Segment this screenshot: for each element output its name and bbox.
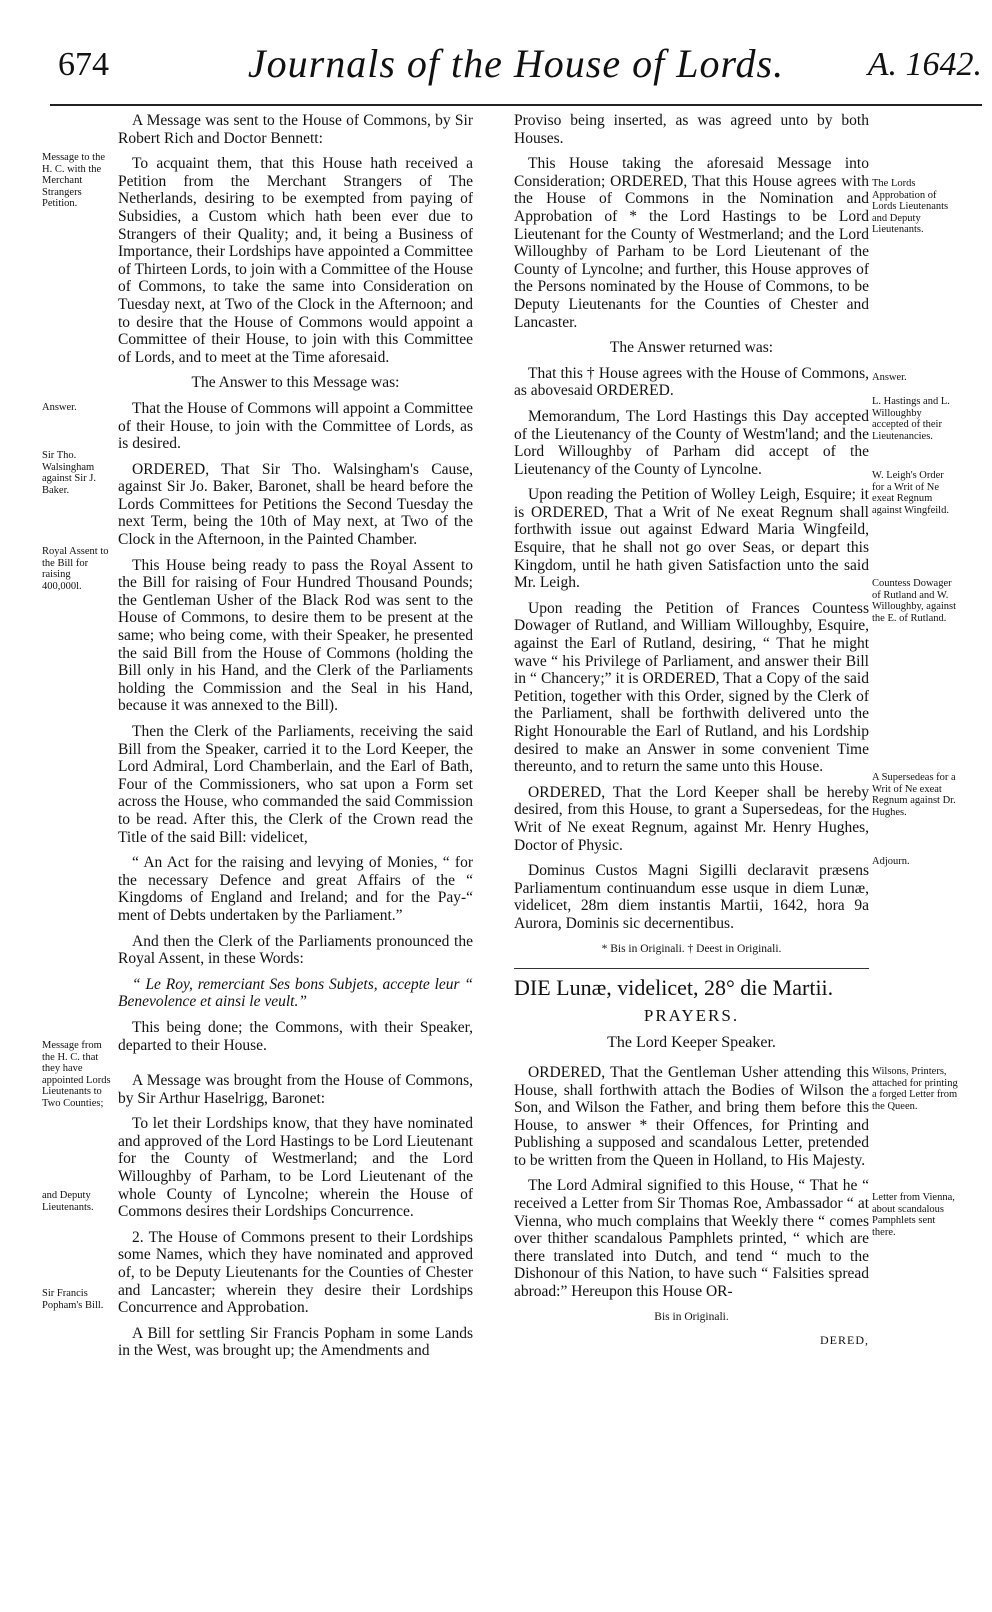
paragraph: The Lord Admiral signified to this House, “ That he “ received a Letter from Sir Thomas Roe, Ambassador “ at Vienna, who much complains that Weekly there “ comes over thither scandalous Pamphlets printed, “ which are there translated into Dutch, and tend “ much to the Dishonour of this Nation, to have such “ Falsities spread abroad:” Hereupon this House OR-: [514, 1177, 869, 1301]
paragraph: To let their Lordships know, that they have nominated and approved of the Lord Hastings to be Lord Lieutenant for the County of Westmerland; and the Lord Willoughby of Parham, to be Lord Lieutenant of the whole County of Lyncolne; wherein the House of Commons desires their Lordships Concurrence.: [118, 1115, 473, 1221]
year: A. 1642.: [867, 46, 982, 83]
margin-note: L. Hastings and L. Willoughby accepted of their Lieutenancies.: [872, 396, 950, 442]
paragraph: To acquaint them, that this House hath received a Petition from the Merchant Strangers of The Netherlands, desiring to be exempted from paying of Subsidies, a Custom which hath been ever due to Strangers of their Quality; and, it being a Business of Importance, their Lordships have appointed a Committee of Thirteen Lords, to join with a Committee of the House of Commons, to take the same into Consideration on Tuesday next, at Two of the Clock in the Afternoon; and to desire that the House of Commons would appoint a Committee of their House, to join with this Committee of Lords, and to meet at the Time aforesaid.: [118, 155, 473, 366]
margin-note: W. Leigh's Order for a Writ of Ne exeat Regnum against Wingfeild.: [872, 470, 949, 516]
paragraph: And then the Clerk of the Parliaments pronounced the Royal Assent, in these Words:: [118, 932, 473, 968]
margin-note: The Lords Approbation of Lords Lieutenants and Deputy Lieutenants.: [872, 178, 949, 235]
paragraph: That the House of Commons will appoint a Committee of their House, to join with the Committee of Lords, as is desired.: [118, 399, 473, 453]
margin-note: Answer.: [42, 402, 77, 413]
left-column: [118, 112, 473, 1368]
margin-note: Royal Assent to the Bill for raising 400,000l.: [42, 546, 109, 592]
paragraph: Upon reading the Petition of Frances Countess Dowager of Rutland, and William Willoughby, Esquire, against the Earl of Rutland, desiring, “ That he might wave “ his Privilege of Parliament, and answer their Bill in “ Chancery;” it is ORDERED, That a Copy of the said Petition, together with this Order, signed by the Clerk of the Parliament, shall be forthwith delivered unto the Right Honourable the Earl of Rutland, and his Lordship desired to make an Answer in some convenient Time thereunto, and to return the same unto this House.: [514, 599, 869, 776]
speaker-line: The Lord Keeper Speaker.: [607, 1034, 776, 1052]
paragraph: That this † House agrees with the House of Commons, as abovesaid ORDERED.: [514, 364, 869, 400]
paragraph: A Bill for settling Sir Francis Popham in some Lands in the West, was brought up; the Amendments and: [118, 1324, 473, 1360]
quotation: “ Le Roy, remerciant Ses bons Subjets, accepte leur “ Benevolence et ainsi le veult.”: [118, 975, 473, 1011]
paragraph: A Message was sent to the House of Commons, by Sir Robert Rich and Doctor Bennett:: [118, 112, 473, 147]
divider: [514, 968, 869, 969]
paragraph: 2. The House of Commons present to their Lordships some Names, which they have nominated and approved of, to be Deputy Lieutenants for the Counties of Chester and Lancaster; wherein they desire their Lordships Concurrence and Approbation.: [118, 1228, 473, 1317]
footnotes: * Bis in Originali. † Deest in Originali.: [601, 942, 782, 955]
margin-note: Countess Dowager of Rutland and W. Willoughby, against the E. of Rutland.: [872, 578, 957, 624]
page-header: [50, 34, 982, 106]
margin-note: A Supersedeas for a Writ of Ne exeat Regnum against Dr. Hughes.: [872, 772, 956, 818]
day-heading: DIE Lunæ, videlicet, 28° die Martii.: [514, 975, 834, 1001]
catchword: DERED,: [820, 1333, 869, 1348]
right-column: [514, 112, 869, 1350]
paragraph: ORDERED, That Sir Tho. Walsingham's Cause, against Sir Jo. Baker, Baronet, shall be heard before the Lords Committees for Petitions the Second Tuesday the next Term, being the 10th of May next, at Two of the Clock in the Afternoon, in the Painted Chamber.: [118, 460, 473, 549]
margin-note: Sir Francis Popham's Bill.: [42, 1288, 104, 1311]
paragraph: Upon reading the Petition of Wolley Leigh, Esquire; it is ORDERED, That a Writ of Ne exeat Regnum shall forthwith issue out against Edward Maria Wingfeild, Esquire, that he shall not go over Seas, or depart this Kingdom, until he hath given Satisfaction unto the said Mr. Leigh.: [514, 486, 869, 592]
paragraph: Then the Clerk of the Parliaments, receiving the said Bill from the Speaker, carried it to the Lord Keeper, the Lord Admiral, Lord Chamberlain, and the Earl of Bath, Four of the Commissioners, who sat upon a Form set across the House, who commanded the said Commission to be read. After this, the Clerk of the Crown read the Title of the said Bill: videlicet,: [118, 723, 473, 846]
paragraph: ORDERED, That the Gentleman Usher attending this House, shall forthwith attach the Bodies of Wilson the Son, and Wilson the Father, and bring them before this House, to answer * their Offences, for Printing and Publishing a supposed and scandalous Letter, pretended to be written from the Queen in Holland, to His Majesty.: [514, 1063, 869, 1169]
paragraph: Dominus Custos Magni Sigilli declaravit præsens Parliamentum continuandum esse usque in diem Lunæ, videlicet, 28m diem instantis Martii, 1642, hora 9a Aurora, Dominis sic decernentibus.: [514, 862, 869, 932]
margin-note: Sir Tho. Walsingham against Sir J. Baker.: [42, 450, 96, 496]
page-number: 674: [58, 46, 109, 83]
paragraph: This House taking the aforesaid Message into Consideration; ORDERED, That this House agrees with the House of Commons in the Nomination and Approbation of * the Lord Hastings to be Lord Lieutenant for the County of Westmerland; and the Lord Willoughby of Parham to be Lord Lieutenant of the County of Lyncolne; and further, this House approves of the Persons nominated by the House of Commons, to be Deputy Lieutenants for the Counties of Chester and Lancaster.: [514, 155, 869, 331]
paragraph: A Message was brought from the House of Commons, by Sir Arthur Haselrigg, Baronet:: [118, 1072, 473, 1107]
prayers-heading: PRAYERS.: [643, 1005, 740, 1025]
margin-note: Answer.: [872, 372, 907, 383]
margin-note: Message from the H. C. that they have appointed Lords Lieutenants to Two Counties;: [42, 1040, 111, 1109]
paragraph: This being done; the Commons, with their Speaker, departed to their House.: [118, 1018, 473, 1054]
paragraph: This House being ready to pass the Royal Assent to the Bill for raising of Four Hundred Thousand Pounds; the Gentleman Usher of the Black Rod was sent to the House of Commons, to desire them to be present at the same; who being come, with their Speaker, he presented the said Bill from the House of Commons (holding the Bill only in his Hand, and the Clerk of the Parliaments holding the Commission and the Seal in his Hand, because it was annexed to the Bill).: [118, 556, 473, 715]
quotation: “ An Act for the raising and levying of Monies, “ for the necessary Defence and great Affairs of the “ Kingdoms of England and Ireland; and for the Pay-“ ment of Debts undertaken by the Parliament.”: [118, 854, 473, 924]
paragraph: ORDERED, That the Lord Keeper shall be hereby desired, from this House, to grant a Supersedeas, for the Writ of Ne exeat Regnum, against Mr. Henry Hughes, Doctor of Physic.: [514, 783, 869, 854]
margin-note: Adjourn.: [872, 856, 910, 867]
bottom-footnote: Bis in Originali.: [654, 1310, 729, 1323]
paragraph: The Answer to this Message was:: [191, 374, 400, 392]
margin-note: and Deputy Lieutenants.: [42, 1190, 94, 1213]
margin-note: Letter from Vienna, about scandalous Pamphlets sent there.: [872, 1192, 955, 1238]
margin-note: Message to the H. C. with the Merchant Strangers Petition.: [42, 152, 105, 209]
running-title: Journals of the House of Lords.: [247, 41, 785, 86]
margin-note: Wilsons, Printers, attached for printing a forged Letter from the Queen.: [872, 1066, 958, 1112]
paragraph: Proviso being inserted, as was agreed unto by both Houses.: [514, 112, 869, 147]
paragraph: The Answer returned was:: [609, 339, 774, 357]
paragraph: Memorandum, The Lord Hastings this Day accepted of the Lieutenancy of the County of Westm'land; and the Lord Willoughby of Parham did accept of the Lieutenancy of the County of Lyncolne.: [514, 407, 869, 478]
